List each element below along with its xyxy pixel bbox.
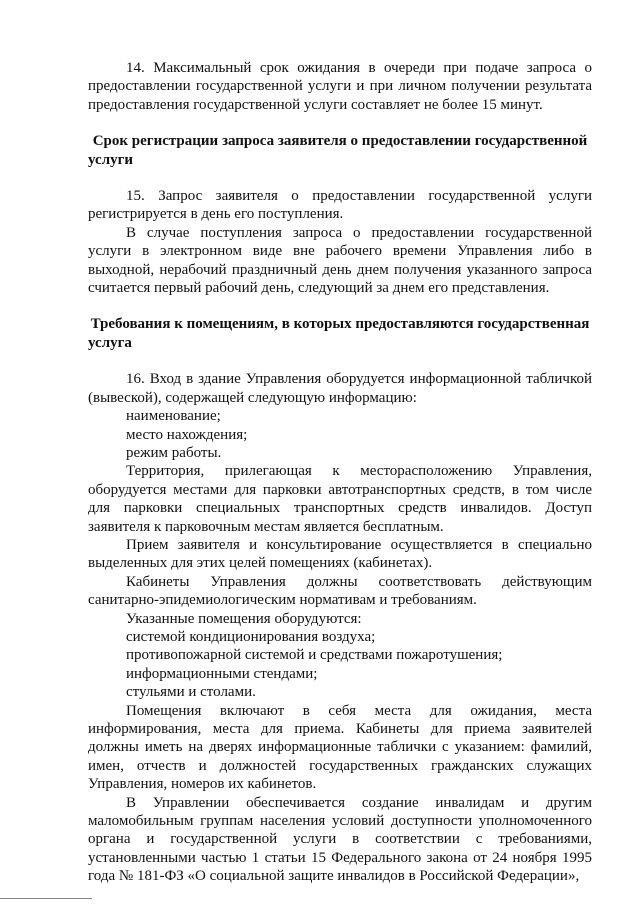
list-item: противопожарной системой и средствами пожаротушения; [126,647,503,664]
document-body [88,59,592,886]
list-item: режим работы. [126,444,222,461]
paragraph-electronic-request: В случае поступления запроса о предоставлении государственной услуги в электронном виде вне рабочего времени Управления либо в выходной, нерабочий праздничный день днем получения указанного запроса считается первый рабочий день, следующий за днем его представления. [88,224,592,297]
paragraph-places: Помещения включают в себя места для ожидания, места информирования, места для приема. Кабинеты для приема заявителей должны иметь на дверях информационные таблички с указанием: фамилий, имен, отчеств и должностей государственных гражданских служащих Управления, номеров их кабинетов. [88,702,592,793]
paragraph-parking: Территория, прилегающая к месторасположению Управления, оборудуется местами для парковки автотранспортных средств, в том числе для парковки специальных транспортных средств инвалидов. Доступ заявителя к парковочным местам является бесплатным. [88,463,592,535]
section-heading-registration: Срок регистрации запроса заявителя о предоставлении государственной услуги [88,133,588,168]
paragraph-equipment: Указанные помещения оборудуются: [126,610,362,627]
paragraph-reception: Прием заявителя и консультирование осуществляется в специально выделенных для этих целей помещениях (кабинетах). [88,536,592,572]
list-item: стульями и столами. [126,684,256,701]
list-item: место нахождения; [126,426,248,443]
list-item: наименование; [126,408,221,425]
paragraph-15: 15. Запрос заявителя о предоставлении государственной услуги регистрируется в день его поступления. [88,188,592,223]
footnote-divider [0,898,92,899]
paragraph-14: 14. Максимальный срок ожидания в очереди при подаче запроса о предоставлении государственной услуги и при личном получении результата предоставления государственной услуги составляет не более 15 минут. [88,60,592,113]
list-item: системой кондиционирования воздуха; [126,628,376,645]
paragraph-accessibility: В Управлении обеспечивается создание инвалидам и другим маломобильным группам населения условий доступности уполномоченного органа и государственной услуги в соответствии с требованиями, установленными частью 1 статьи 15 Федерального закона от 24 ноября 1995 года № 181-ФЗ «О социальной защите инвалидов в Российской Федерации», [88,794,592,885]
section-heading-premises: Требования к помещениям, в которых предоставляются государственная услуга [88,316,590,351]
paragraph-cabinets: Кабинеты Управления должны соответствовать действующим санитарно-эпидемиологическим нормативам и требованиям. [88,573,592,609]
list-item: информационными стендами; [126,665,318,682]
paragraph-16: 16. Вход в здание Управления оборудуется информационной табличкой (вывеской), содержащей следующую информацию: [88,371,592,406]
